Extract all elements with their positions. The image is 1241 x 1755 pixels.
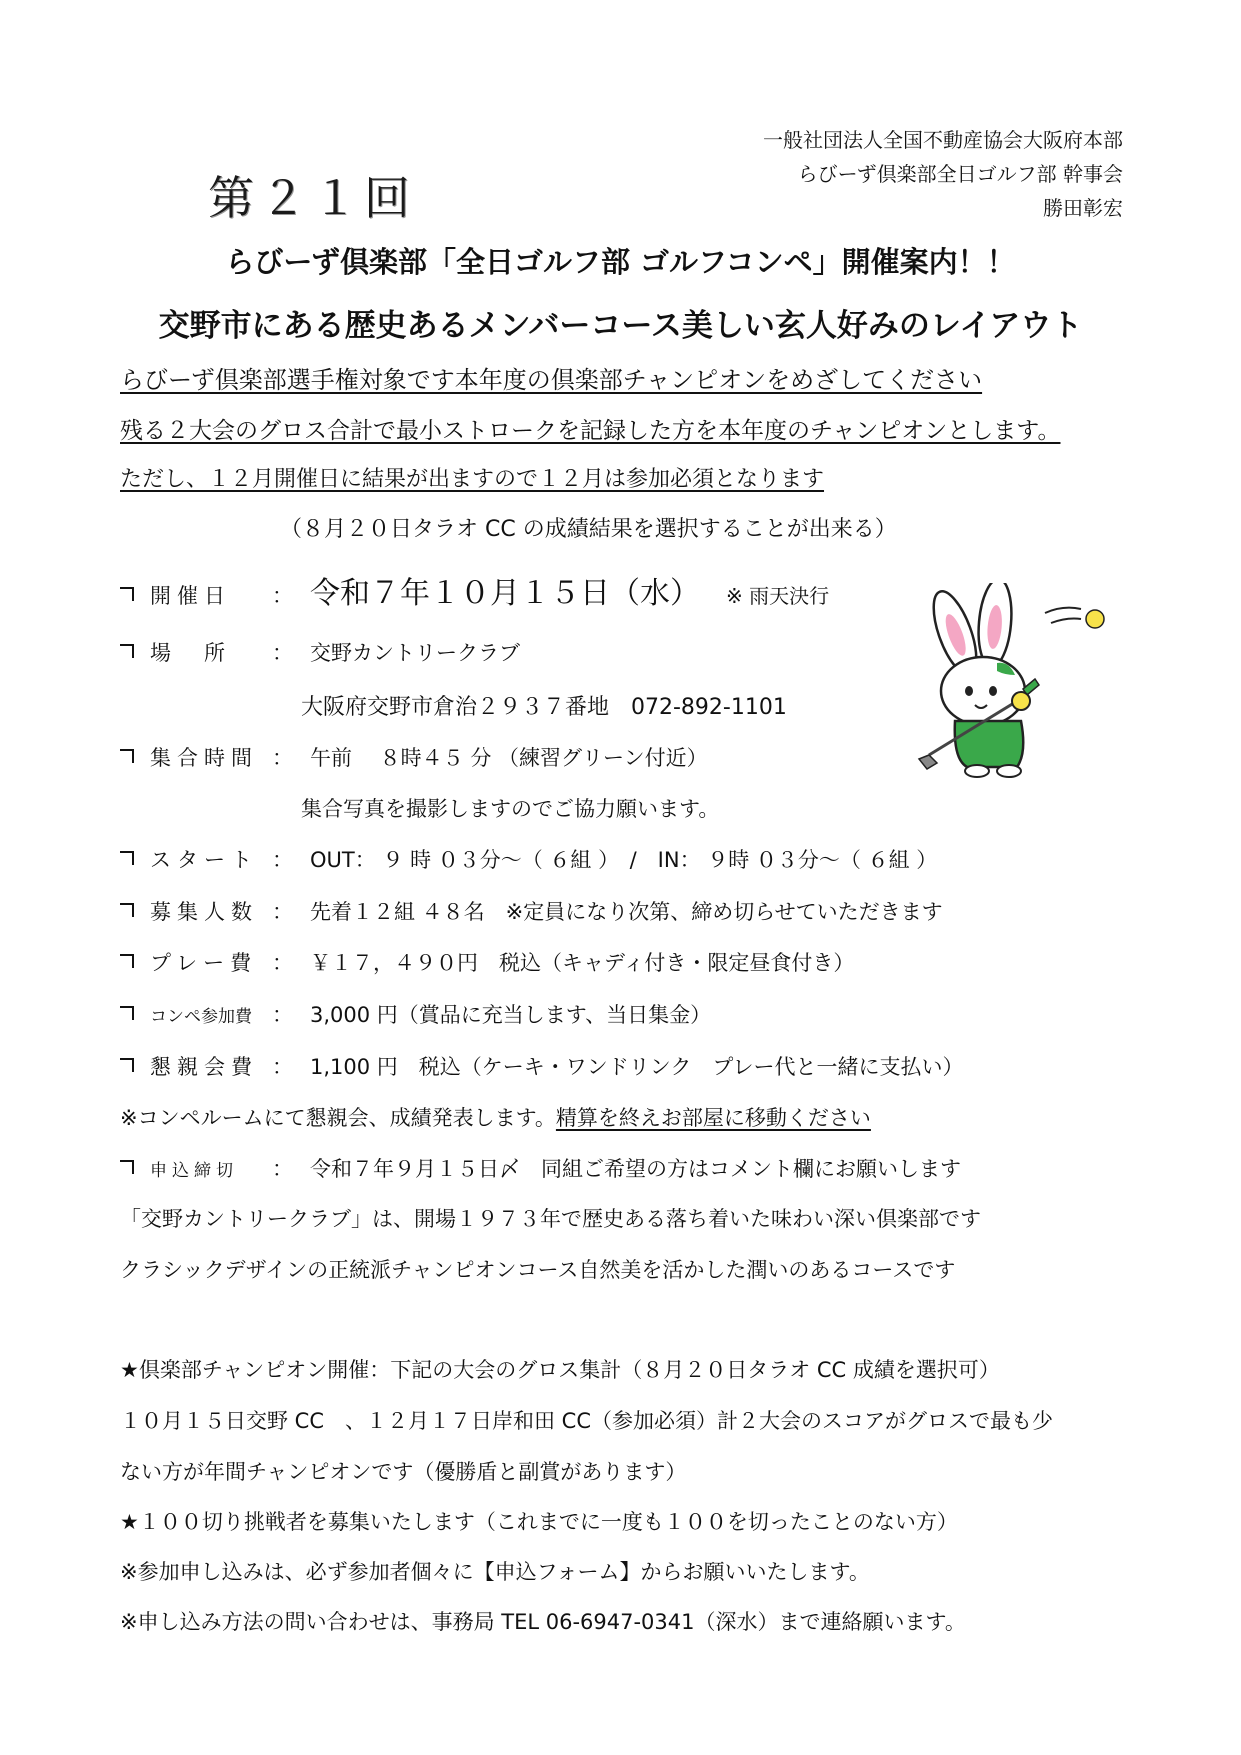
start-label: スタート [150,848,258,872]
place-address: 大阪府交野市倉治２９３７番地 072-892-1101 [301,695,787,720]
corner-bracket-icon [120,587,134,601]
compe-row: コンペ参加費 ： 3,000 円（賞品に充当します、当日集金） [120,999,711,1029]
champion-line-1: ★倶楽部チャンピオン開催：下記の大会のグロス集計（８月２０日タラオ CC 成績を選択可） [120,1358,1000,1382]
headline: らびーず倶楽部「全日ゴルフ部 ゴルフコンペ」開催案内！！ [225,245,1016,279]
corner-bracket-icon [120,1160,134,1174]
date-note: ※ 雨天決行 [726,584,830,608]
intro-line-4: （８月２０日タラオ CC の成績結果を選択することが出来る） [280,517,897,542]
organizer-line-2: らびーず倶楽部全日ゴルフ部 幹事会 [797,162,1123,186]
corner-bracket-icon [120,903,134,917]
compe-value: 3,000 円（賞品に充当します、当日集金） [310,1003,712,1027]
meet-row: 集合時間 ： 午前 ８時４５ 分 （練習グリーン付近） [120,742,708,772]
subheadline: 交野市にある歴史あるメンバーコース美しい玄人好みのレイアウト [158,308,1083,344]
date-label: 開催日 [150,584,231,608]
corner-bracket-icon [120,1006,134,1020]
rabbit-golfer-mascot [905,583,1125,787]
club-desc-line-2: クラシックデザインの正統派チャンピオンコース自然美を活かした潤いのあるコースです [120,1258,956,1282]
fee-label: プレー費 [150,951,258,975]
corner-bracket-icon [120,851,134,865]
meet-value: 午前 ８時４５ 分 （練習グリーン付近） [310,746,708,770]
meet-label: 集合時間 [150,746,258,770]
place-row: 場 所 ： 交野カントリークラブ [120,637,520,667]
compe-label: コンペ参加費 [150,1007,252,1027]
start-row: スタート ： OUT： ９ 時 ０３分～（ ６組 ） / IN： ９時 ０３分～（ ６組 ） [120,844,937,874]
room-note-b: 精算を終えお部屋に移動ください [555,1106,871,1130]
date-value: 令和７年１０月１５日（水） [310,576,700,611]
edition-title: 第２１回 [208,171,416,225]
room-note-a: ※コンペルームにて懇親会、成績発表します。 [120,1106,556,1130]
start-value: OUT： ９ 時 ０３分～（ ６組 ） / IN： ９時 ０３分～（ ６組 ） [310,848,938,872]
date-row: 開催日 ： 令和７年１０月１５日（水） ※ 雨天決行 [120,568,829,612]
place-value: 交野カントリークラブ [310,641,520,665]
fee-value: ￥１７，４９０円 税込（キャディ付き・限定昼食付き） [310,951,855,975]
party-value: 1,100 円 税込（ケーキ・ワンドリンク プレー代と一緒に支払い） [310,1055,964,1079]
corner-bracket-icon [120,1058,134,1072]
corner-bracket-icon [120,644,134,658]
party-label: 懇親会費 [150,1055,258,1079]
organizer-line-3: 勝田彰宏 [1043,196,1123,220]
fee-row: プレー費 ： ￥１７，４９０円 税込（キャディ付き・限定昼食付き） [120,947,854,977]
meet-note: 集合写真を撮影しますのでご協力願います。 [301,797,720,821]
room-note [120,1102,871,1132]
intro-line-1: らびーず倶楽部選手権対象です本年度の倶楽部チャンピオンをめざしてください [120,366,983,394]
champion-line-5: ※参加申し込みは、必ず参加者個々に【申込フォーム】からお願いいたします。 [120,1560,870,1584]
champion-line-4: ★１００切り挑戦者を募集いたします（これまでに一度も１００を切ったことのない方） [120,1510,958,1534]
champion-line-2: １０月１５日交野 CC 、１２月１７日岸和田 CC（参加必須）計２大会のスコアがグロスで最も少 [120,1409,1053,1433]
place-label: 場 所 [150,641,231,665]
capacity-value: 先着１２組 ４８名 ※定員になり次第、締め切らせていただきます [310,900,943,924]
deadline-value: 令和７年９月１５日〆 同組ご希望の方はコメント欄にお願いします [310,1157,961,1181]
intro-line-3: ただし、１２月開催日に結果が出ますので１２月は参加必須となります [120,467,825,492]
champion-line-6: ※申し込み方法の問い合わせは、事務局 TEL 06-6947-0341（深水）まで連絡願います。 [120,1610,966,1634]
corner-bracket-icon [120,954,134,968]
club-desc-line-1: 「交野カントリークラブ」は、開場１９７３年で歴史ある落ち着いた味わい深い倶楽部です [120,1207,981,1231]
capacity-label: 募集人数 [150,900,258,924]
corner-bracket-icon [120,749,134,763]
capacity-row: 募集人数 ： 先着１２組 ４８名 ※定員になり次第、締め切らせていただきます [120,896,943,926]
deadline-label: 申込締切 [150,1161,238,1181]
champion-line-3: ない方が年間チャンピオンです（優勝盾と副賞があります） [120,1460,687,1484]
deadline-row: 申込締切 ： 令和７年９月１５日〆 同組ご希望の方はコメント欄にお願いします [120,1153,961,1183]
intro-line-2: 残る２大会のグロス合計で最小ストロークを記録した方を本年度のチャンピオンとします。 [120,418,1061,444]
organizer-line-1: 一般社団法人全国不動産協会大阪府本部 [763,128,1123,152]
party-row: 懇親会費 ： 1,100 円 税込（ケーキ・ワンドリンク プレー代と一緒に支払い） [120,1051,964,1081]
